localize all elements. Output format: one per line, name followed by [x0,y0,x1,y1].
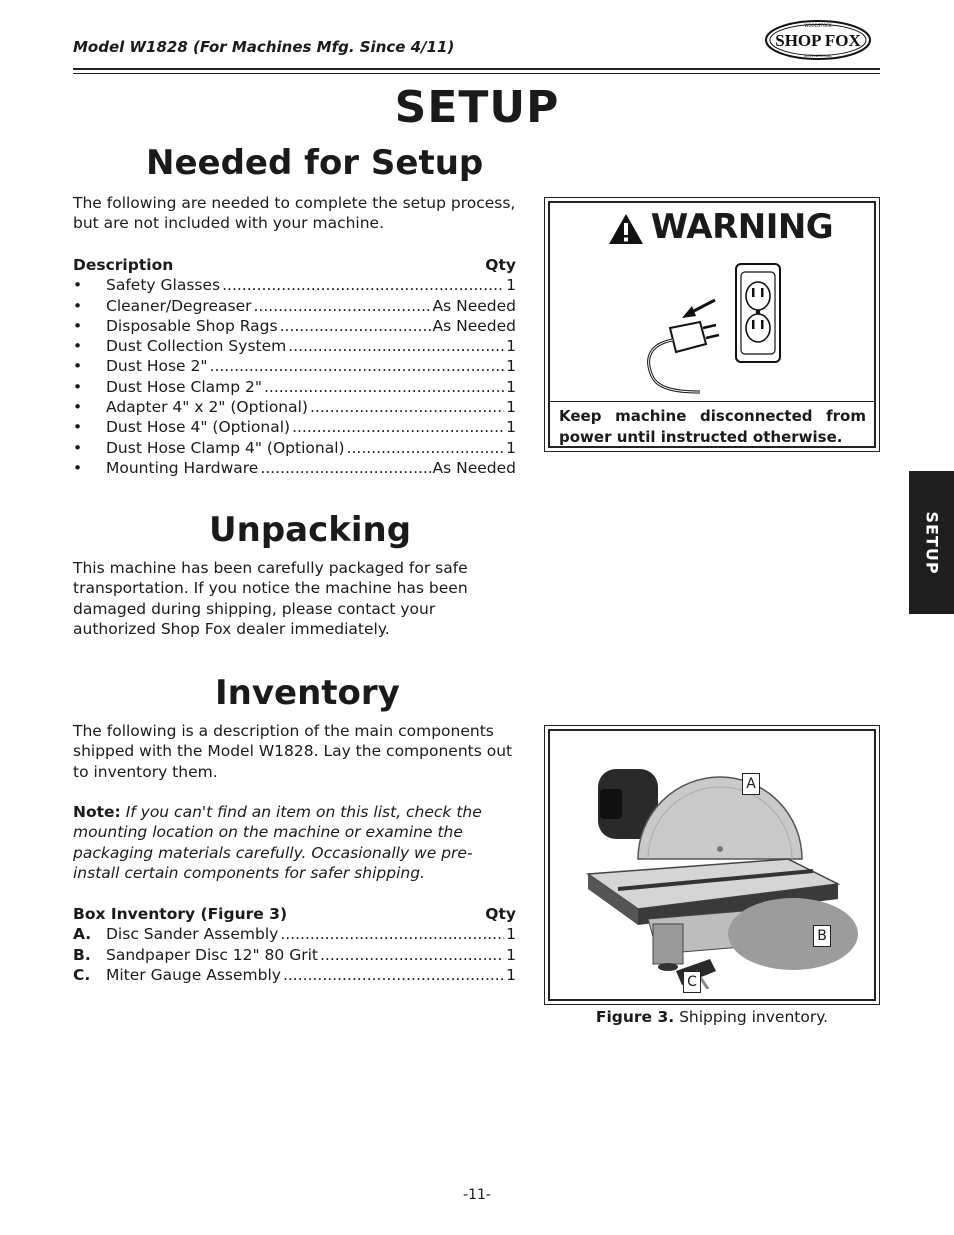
inventory-item-letter: B. [73,945,91,964]
needed-item-name: Adapter 4" x 2" (Optional) [106,398,308,417]
figure-3-box [544,725,880,1005]
needed-item-name: Dust Hose 4" (Optional) [106,418,291,437]
bullet: • [73,296,83,315]
inventory-item-name: Sandpaper Disc 12" 80 Grit [106,945,318,964]
figure-label-b: B [813,925,831,947]
needed-list-header [73,255,516,275]
leader-dots [210,356,505,376]
bullet: • [73,316,83,335]
needed-item-name: Disposable Shop Rags [106,316,278,335]
warning-box [544,197,880,452]
leader-dots [347,438,505,458]
side-tab-label: SETUP [922,510,941,575]
needed-item-qty: 1 [506,398,516,417]
inventory-item-qty: 1 [506,965,516,984]
leader-dots [260,458,430,478]
unplug-illustration [640,258,790,398]
needed-item-row [73,377,516,397]
box-inventory-qty-header: Qty [485,905,516,923]
bullet: • [73,337,83,356]
caption-label: Figure 3. [595,1008,675,1026]
header-rule-thick [73,68,880,70]
note-text: If you can't find an item on this list, check the mounting location on the machine or examine the packaging materials carefully. Occasionally we pre-install certain components for safer shipping. [73,803,482,882]
shop-fox-logo [764,18,872,62]
logo-small-top: WOODSTOCK [804,23,832,28]
needed-heading: Needed for Setup [146,143,484,183]
needed-item-row [73,438,516,458]
logo-small-bottom: INTERNATIONAL [803,54,833,58]
needed-item-qty: 1 [506,377,516,396]
warning-text: Keep machine disconnected from power until instructed otherwise. [559,407,866,446]
caption-text: Shipping inventory. [679,1008,829,1026]
logo-text: SHOP FOX [775,31,861,50]
inventory-item-name: Miter Gauge Assembly [106,965,281,984]
leader-dots [310,397,504,417]
leader-dots [264,377,504,397]
needed-item-name: Dust Hose Clamp 2" [106,377,262,396]
col-description: Description [73,256,174,274]
leader-dots [253,296,430,316]
bullet: • [73,357,83,376]
inventory-item-qty: 1 [506,945,516,964]
section-side-tab [909,471,954,614]
leader-dots [222,275,504,295]
needed-item-name: Dust Hose Clamp 4" (Optional) [106,438,345,457]
inventory-item-row [73,945,516,965]
col-qty: Qty [485,256,516,274]
needed-item-qty: As Needed [432,316,516,335]
needed-item-qty: As Needed [432,296,516,315]
leader-dots [280,316,431,336]
needed-item-row [73,296,516,316]
page-title: SETUP [394,82,560,133]
needed-item-name: Dust Collection System [106,337,287,356]
needed-item-row [73,458,516,478]
figure-3-caption [544,1008,880,1026]
needed-item-qty: 1 [506,418,516,437]
inventory-note [73,802,516,883]
needed-list [73,255,516,478]
disc-sander-photo [578,749,868,989]
leader-dots [320,945,504,965]
needed-item-qty: 1 [506,276,516,295]
needed-item-name: Mounting Hardware [106,458,259,477]
bullet: • [73,398,83,417]
bullet: • [73,458,83,477]
needed-item-row [73,275,516,295]
header-model-text: Model W1828 (For Machines Mfg. Since 4/11) [73,38,455,56]
inventory-item-qty: 1 [506,925,516,944]
needed-intro: The following are needed to complete the setup process, but are not included with your machine. [73,194,516,233]
header-rule-thin [73,73,880,74]
bullet: • [73,276,83,295]
warning-divider [550,401,874,402]
needed-item-name: Cleaner/Degreaser [106,296,252,315]
warning-title: WARNING [650,207,834,247]
needed-item-row [73,417,516,437]
unpacking-heading: Unpacking [209,510,412,550]
leader-dots [288,336,504,356]
inventory-heading: Inventory [215,673,400,713]
inventory-intro: The following is a description of the main components shipped with the Model W1828. Lay the components out to inventory them. [73,722,513,781]
needed-item-qty: 1 [506,438,516,457]
needed-item-qty: 1 [506,357,516,376]
box-inventory-header [73,904,516,924]
figure-label-c: C [683,971,701,993]
figure-label-a: A [742,773,760,795]
needed-item-row [73,336,516,356]
needed-item-row [73,356,516,376]
inventory-item-name: Disc Sander Assembly [106,925,279,944]
bullet: • [73,438,83,457]
needed-item-name: Dust Hose 2" [106,357,208,376]
needed-item-row [73,397,516,417]
unpacking-text: This machine has been carefully packaged for safe transportation. If you notice the machine has been damaged during shipping, please contact your authorized Shop Fox dealer immediately. [73,559,468,638]
box-inventory-list [73,904,516,985]
needed-item-row [73,316,516,336]
bullet: • [73,377,83,396]
needed-item-name: Safety Glasses [106,276,221,295]
bullet: • [73,418,83,437]
leader-dots [280,924,504,944]
leader-dots [283,965,504,985]
leader-dots [292,417,504,437]
needed-item-qty: As Needed [432,458,516,477]
needed-item-qty: 1 [506,337,516,356]
inventory-item-letter: C. [73,965,91,984]
note-label: Note: [73,803,121,821]
inventory-item-row [73,965,516,985]
inventory-item-row [73,924,516,944]
page-number: -11- [463,1187,491,1203]
inventory-item-letter: A. [73,925,92,944]
box-inventory-title: Box Inventory (Figure 3) [73,905,288,923]
